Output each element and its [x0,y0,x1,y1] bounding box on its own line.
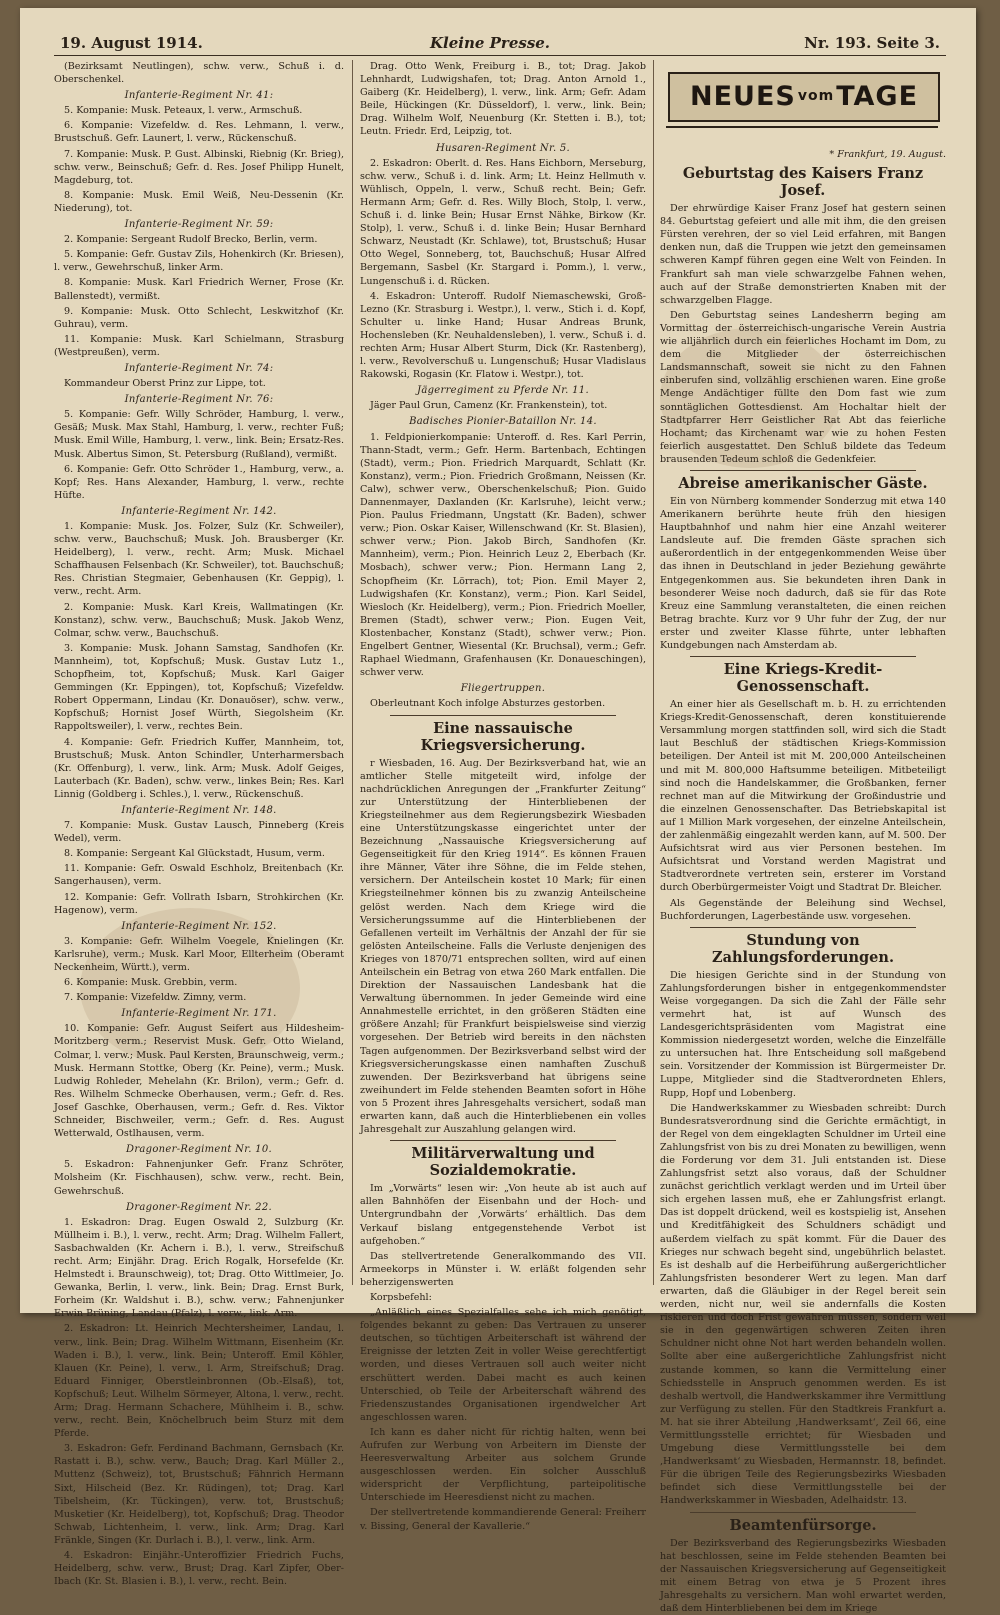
section-heading: Infanterie-Regiment Nr. 59: [124,219,274,231]
paragraph: 5. Eskadron: Fahnenjunker Gefr. Franz Schröter, Molsheim (Kr. Fischhausen), schw. verw., recht. Bein, Gewehrschuß. [54,1159,344,1197]
paragraph: 4. Eskadron: Unteroff. Rudolf Niemaschewski, Groß-Lezno (Kr. Strasburg i. Westpr.), l. verw., Stich i. d. Kopf, Schulter u. linke Hand; Husar Andreas Brunk, Hochensleben (Kr. Neuhaldensleben), l. verw., Schuß i. d. rechten Arm; Husar Albert Sturm, Dick (Kr. Rastenberg), l. verw., Revolverschuß u. Lungenschuß; Husar Vladislaus Rakowski, Rogasin (Kr. Flatow i. Westpr.), tot. [360,290,646,381]
article-separator [690,927,916,928]
column-intro: (Bezirksamt Neutlingen), schw. verw., Schuß i. d. Oberschenkel. [54,61,344,86]
paragraph: 3. Kompanie: Musk. Johann Samstag, Sandhofen (Kr. Mannheim), tot, Kopfschuß; Musk. Gustav Lutz 1., Schopfheim, tot, Kopfschuß; Musk. Karl Gaiger Gemmingen (Kr. Eppingen), tot, Kopfschuß; Vizefeldw. Robert Oppermann, Lindau (Kr. Donauöser), schw. verw., Kopfschuß; Hornist Josef Würth, Siegolsheim (Kr. Rappoltsweiler), l. verw., rechtes Bein. [54,642,344,733]
paragraph: Jäger Paul Grun, Camenz (Kr. Frankenstein), tot. [370,400,608,412]
paragraph: r Wiesbaden, 16. Aug. Der Bezirksverband hat, wie an amtlicher Stelle mitgeteilt wird, infolge der nachdrücklichen Anregungen der „Frankfurter Zeitung“ zur Unterstützung der Hinterbliebenen der Kriegsteilnehmer aus dem Regierungsbezirk Wiesbaden eine Unterstützungskasse eingerichtet unter der Bezeichnung „Nassauische Kriegsversicherung auf Gegenseitigkeit für den Krieg 1914“. Es können Frauen ihre Männer, Väter ihre Söhne, die im Felde stehen, versichern. Der Anteilschein kostet 10 Mark; für einen Kriegsteilnehmer können bis zu zwanzig Anteilscheine gelöst werden. Nach dem Kriege wird die Versicherungssumme auf die Hinterbliebenen der Gefallenen verteilt im Verhältnis der Anzahl der für sie gelösten Anteilscheine. Falls die Verluste denjenigen des Krieges von 1870/71 entsprechen sollten, wird auf einen Anteilschein ein Betrag von etwa 260 Mark entfallen. Die Direktion der Nassauischen Landesbank hat die Verwaltung übernommen. In jeder Gemeinde wird eine Annahmestelle errichtet, in den größeren Städten eine größere Anzahl; für Frankfurt beispielsweise sind vierzig vorgesehen. Der Betrieb wird bereits in den nächsten Tagen aufgenommen. Der Bezirksverband selbst wird der Kriegsversicherungskasse einen namhaften Zuschuß zuwenden. Der Bezirksverband hat übrigens seine zweihundert im Felde stehenden Beamten sofort in Höhe von 5 Prozent ihres Jahresgehalts versichert, sodaß man erwarten kann, daß auch die Hinterbliebenen ein volles Jahresgehalt zur Auszahlung gelangen wird. [360,757,646,1136]
column-intro: Drag. Otto Wenk, Freiburg i. B., tot; Drag. Jakob Lehnhardt, Ludwigshafen, tot; Drag. Anton Arnold 1., Gaiberg (Kr. Heidelberg), l. verw., link. Arm; Gefr. Adam Beile, Hückingen (Kr. Düsseldorf), l. verw., link. Bein; Drag. Wilhelm Wolf, Neuenburg (Kr. Stetten i. B.), tot; Leutn. Friedr. Erd, Leipzig, tot. [360,61,646,138]
paper-name: Kleine Presse. [430,34,551,52]
page-header [60,34,940,56]
paragraph: Das stellvertretende Generalkommando des VII. Armeekorps in Münster i. W. erläßt folgenden sehr beherzigenswerten [360,1250,646,1288]
column-3 [660,60,946,1614]
article-title: Abreise amerikanischer Gäste. [678,474,928,492]
paragraph: An einer hier als Gesellschaft m. b. H. zu errichtenden Kriegs-Kredit-Genossenschaft, deren konstituierende Versammlung morgen stattfinden soll, wird sich die Stadt laut Beschluß der städtischen Kriegs-Kommission beteiligen. Der Anteil ist mit M. 200,000 Anteilscheinen und mit M. 800,000 Haftsumme beteiligen. Mitbeteiligt sind noch die Handelskammer, die Großbanken, ferner rechnet man auf die Mitwirkung der Großindustrie und die einzelnen Genossenschafter. Das Betriebskapital ist auf 1 Million Mark vorgesehen, der einzelne Anteilschein, der zahlenmäßig eingezahlt werden kann, auf M. 500. Der Aufsichtsrat wird aus vier Personen bestehen. Im Aufsichtsrat und Vorstand werden Magistrat und Stadtverordnete vertreten sein, ersterer im Vorstand durch Oberbürgermeister Voigt und Stadtrat Dr. Bleicher. [660,699,946,894]
section-heading: Badisches Pionier-Bataillon Nr. 14. [409,416,597,428]
article-title: Eine Kriegs-Kredit-Genossenschaft. [723,661,883,696]
article-separator [390,715,616,716]
dateline: * Frankfurt, 19. August. [829,149,946,160]
article-body [660,495,946,652]
paragraph: 6. Kompanie: Vizefeldw. d. Res. Lehmann, l. verw., Brustschuß. Gefr. Launert, l. verw., Rückenschuß. [54,120,344,145]
paragraph: Die hiesigen Gerichte sind in der Stundung von Zahlungsforderungen bisher in entgegenkommendster Weise vorgegangen. Da sich die Zahl der Fälle sehr vermehrt hat, ist auf Wunsch des Landesgerichtspräsidenten vom Magistrat eine Kommission niedergesetzt worden, welche die Einzelfälle zu untersuchen hat. Ihre Entscheidung soll maßgebend sein. Vorsitzender der Kommission ist Bürgermeister Dr. Luppe, Mitglieder sind die Stadtverordneten Ehlers, Rupp, Hopf und Lobenberg. [660,969,946,1099]
paragraph: Oberleutnant Koch infolge Absturzes gestorben. [370,698,606,710]
article-body [660,969,946,1508]
article-body [660,1537,946,1615]
paragraph: 8. Kompanie: Musk. Emil Weiß, Neu-Dessenin (Kr. Niederung), tot. [54,189,344,214]
paragraph: 5. Kompanie: Gefr. Willy Schröder, Hamburg, l. verw., Gesäß; Musk. Max Stahl, Hamburg, l. verw., rechter Fuß; Musk. Emil Wille, Hamburg, l. verw., link. Bein; Ersatz-Res. Musk. Albertus Simon, St. Petersburg (Rußland), vermißt. [54,409,344,460]
paragraph: Korpsbefehl: [370,1291,432,1303]
masthead-rule [666,126,938,128]
paragraph: 6. Kompanie: Gefr. Otto Schröder 1., Hamburg, verw., a. Kopf; Res. Hans Alexander, Hamburg, l. verw., rechte Hüfte. [54,463,344,501]
paragraph: 1. Kompanie: Musk. Jos. Folzer, Sulz (Kr. Schweiler), schw. verw., Bauchschuß; Musk. Joh. Brausberger (Kr. Heidelberg), l. verw., recht. Arm; Musk. Michael Schaffhausen Felsenbach (Kr. Schweiler), tot. Bauchschuß; Res. Christian Stegmaier, Gebenhausen (Kr. Geppig), l. verw., recht. Arm. [54,521,344,598]
section-heading: Infanterie-Regiment Nr. 171. [121,1008,277,1020]
paragraph: 8. Kompanie: Musk. Karl Friedrich Werner, Frose (Kr. Ballenstedt), vermißt. [54,277,344,302]
column-1 [54,60,344,1588]
article-separator [390,1140,616,1141]
paragraph: 2. Eskadron: Oberlt. d. Res. Hans Eichborn, Merseburg, schw. verw., Schuß i. d. link. Arm; Lt. Heinz Hellmuth v. Wühlisch, Oppeln, l. verw., Schuß recht. Bein; Gefr. Hermann Arm; Gefr. d. Res. Willy Bloch, Stolp, l. verw., Schuß i. d. linke Bein; Husar Ernst Nähke, Birkow (Kr. Stolp), l. verw., Schuß i. d. linke Bein; Husar Bernhard Schwarz, Neustadt (Kr. Schlawe), tot, Brustschuß; Husar Otto Wegel, Sonneberg, tot, Bauchschuß; Husar Alfred Bergemann, Sasbel (Kr. Stargard i. Pomm.), l. verw., Lungenschuß i. d. Rücken. [360,157,646,287]
article-title: Beamtenfürsorge. [729,1516,877,1534]
section-heading: Husaren-Regiment Nr. 5. [435,142,571,154]
column-divider [352,60,353,1285]
article-title: Eine nassauische Kriegsversicherung. [420,719,586,754]
column-divider [653,60,654,1285]
article-body [360,1182,646,1532]
paragraph: 7. Kompanie: Musk. Gustav Lausch, Pinneberg (Kreis Wedel), verm. [54,820,344,845]
paragraph: Als Gegenstände der Beleihung sind Wechsel, Buchforderungen, Lagerbestände usw. vorgesehen. [660,897,946,922]
paragraph: 1. Eskadron: Drag. Eugen Oswald 2, Sulzburg (Kr. Müllheim i. B.), l. verw., recht. Arm; Drag. Wilhelm Fallert, Sasbachwalden (Kr. Achern i. B.), l. verw., Streifschuß recht. Arm; Einjähr. Drag. Erich Rogalk, Horsefelde (Kr. Helmstedt i. Braunschweig), tot; Drag. Otto Wittlmeier, Jo. Gewanka, Berlin, l. verw., link. Bein; Drag. Ernst Burk, Forheim (Kr. Waldshut i. B.), schw. verw.; Fahnenjunker Erwin Brüning, Landau (Pfalz), l. verw., link. Arm. [54,1216,344,1320]
section-heading: Jägerregiment zu Pferde Nr. 11. [417,385,589,397]
paragraph: Ein von Nürnberg kommender Sonderzug mit etwa 140 Amerikanern berührte heute früh den hiesigen Hauptbahnhof und nahm hier eine Anzahl weiterer Landsleute auf. Die fremden Gäste sprachen sich außerordentlich in der entgegenkommenden Weise über das ihnen in Deutschland in jeder Beziehung gewährte Entgegenkommen aus. Sie bekundeten ihren Dank in besonderer Weise noch dadurch, daß sie für das Rote Kreuz eine Sammlung veranstalteten, die einen reichen Betrag brachte. Kurz vor 9 Uhr fuhr der Zug, der nur erster und zweiter Klasse führte, unter lebhaften Kundgebungen nach Amsterdam ab. [660,495,946,651]
paragraph: Ich kann es daher nicht für richtig halten, wenn bei Aufrufen zur Werbung von Arbeitern im Dienste der Heeresverwaltung Arbeiter aus solchem Grunde ausgeschlossen werden. Ein solcher Ausschluß widerspricht der Verpflichtung, parteipolitische Unterschiede im Heeresdienst nicht zu machen. [360,1426,646,1504]
article-body [360,757,646,1137]
paragraph: 4. Kompanie: Gefr. Friedrich Kuffer, Mannheim, tot, Brustschuß; Musk. Anton Schindler, Unterharmersbach (Kr. Offenburg), l. verw., link. Arm; Musk. Adolf Geiges, Lauterbach (Kr. Baden), schw. verw., linkes Bein; Res. Karl Linnig (Goldberg i. Schles.), l. verw., Rückenschuß. [54,736,344,800]
paragraph: Kommandeur Oberst Prinz zur Lippe, tot. [64,378,266,390]
column-1-sections [54,89,344,1588]
section-heading: Infanterie-Regiment Nr. 148. [121,804,277,816]
issue-number: Nr. 193. Seite 3. [804,34,940,52]
paragraph: 5. Kompanie: Musk. Peteaux, l. verw., Armschuß. [64,105,303,117]
paragraph: Den Geburtstag seines Landesherrn beging am Vormittag der österreichisch-ungarische Verein Austria wie alljährlich durch ein feierliches Hochamt im Dom, zu dem die Mitglieder der österreichischen Landsmannschaft, soweit sie nicht zu den Fahnen einberufen sind, vollzählig erschienen waren. Eine große Menge Andächtiger füllte den Dom fast wie zum sonntäglichen Gottesdienst. Am Hochaltar hielt der Stadtpfarrer Herr Geistlicher Rat Abt das feierliche Hochamt; das Kirchenamt war wie zu hohen Festen feierlich ausgestattet. Den Schluß bildete das Tedeum brausenden Tedeum schloß die Gedenkfeier. [660,309,946,465]
section-heading: Infanterie-Regiment Nr. 76: [124,394,274,406]
section-heading: Infanterie-Regiment Nr. 142. [121,505,277,517]
paragraph: Die Handwerkskammer zu Wiesbaden schreibt: Durch Bundesratsverordnung sind die Gerichte ermächtigt, in der Regel von dem eingeklagten Schuldner im Urteil eine Zahlungsfrist von bis zu drei Monaten zu bewilligen, wenn die Forderung vor dem 31. Juli entstanden ist. Diese Zahlungsfrist setzt also voraus, daß der Schuldner zunächst gerichtlich verklagt werden und im Urteil über sich ergehen lassen muß, ehe er Zahlungsfrist erlangt. Das ist doppelt drückend, weil es kostspielig ist, Ansehen und Kreditfähigkeit des Schuldners schädigt und außerdem vielfach zu spät kommt. Für die Dauer des Krieges nur schwach begeht sind, ungebührlich belastet. Es ist deshalb auf die Herbeiführung außergerichtlicher Zahlungsfristen besonderer Wert zu legen. Man darf erwarten, daß die Gläubiger in der Regel bereit sein werden, nicht nur, weil sie andernfalls die Kosten riskieren und doch Frist gewähren müssen, sondern weil sie in den gegenwärtigen schweren Zeiten ihren Schuldner nicht ohne Not hart werden behandeln wollen. Sollte aber eine außergerichtliche Zahlungsfrist nicht zustande kommen, so kann die Vermittelung einer Schiedsstelle in Anspruch genommen werden. Es ist deshalb wertvoll, die Handwerkskammer ihre Vermittlung zur Verfügung zu stellen. Für den Stadtkreis Frankfurt a. M. hat sie ihrer Abteilung ‚Handwerksamt‘, Zeil 66, eine Vermittlungsstelle errichtet; für Wiesbaden und Umgebung diese Vermittlungsstelle bei dem ‚Handwerksamt‘ zu Wiesbaden, Hermannstr. 18, befindet. Für die übrigen Teile des Regierungsbezirks Wiesbaden befindet sich diese Vermittlungsstelle bei der Handwerkskammer in Wiesbaden, Adelhaidstr. 13. [660,1102,946,1507]
neues-vom-tage-logo: NEUES vom TAGE [668,72,940,122]
issue-date: 19. August 1914. [60,34,203,52]
section-heading: Fliegertruppen. [460,683,546,695]
section-heading: Dragoner-Regiment Nr. 10. [126,1144,272,1156]
article-separator [690,656,916,657]
section-heading: Dragoner-Regiment Nr. 22. [126,1201,272,1213]
paragraph: 3. Kompanie: Gefr. Wilhelm Voegele, Knielingen (Kr. Karlsruhe), verm.; Musk. Karl Moor, Ellterheim (Oberamt Neckenheim, Württ.), verm. [54,935,344,973]
paragraph: 4. Eskadron: Einjähr.-Unteroffizier Friedrich Fuchs, Heidelberg, schw. verw., Brust; Drag. Karl Zipfer, Ober-Ibach (Kr. St. Blasien i. B.), l. verw., recht. Bein. [54,1550,344,1588]
paragraph: 7. Kompanie: Vizefeldw. Zimny, verm. [64,992,247,1004]
paragraph: 10. Kompanie: Gefr. August Seifert aus Hildesheim-Moritzberg verm.; Reservist Musk. Gefr. Otto Wieland, Colmar, l. verw.; Musk. Paul Kersten, Braunschweig, verm.; Musk. Hermann Stottke, Oberg (Kr. Peine), verm.; Musk. Ludwig Rohleder, Mehelahn (Kr. Brilon), verm.; Gefr. d. Res. Wilhelm Schmecke Oberhausen, verm.; Gefr. d. Res. Josef Gaschke, Oberhausen, verm.; Gefr. d. Res. Viktor Schneider, Bischweiler, verm.; Gefr. d. Res. August Wetterwald, Ostlhausen, verm. [54,1023,344,1140]
article-body [660,202,946,466]
column-2 [360,60,646,1532]
paragraph: 8. Kompanie: Sergeant Kal Glückstadt, Husum, verm. [64,848,325,860]
paragraph: Der ehrwürdige Kaiser Franz Josef hat gestern seinen 84. Geburtstag gefeiert und alle mit ihm, die den greisen Fürsten verehren, der so viel Leid erfahren, mit Bangen denken nun, daß die Truppen wie jetzt den gemeinsamen schweren Kampf führen gegen eine Welt von Feinden. In Frankfurt sah man viele schwarzgelbe Fahnen wehen, auch auf der Straße demonstrierten Knaben mit der schwarzgelben Flagge. [660,203,946,306]
paragraph: 3. Eskadron: Gefr. Ferdinand Bachmann, Gernsbach (Kr. Rastatt i. B.), schw. verw., Bauch; Drag. Karl Müller 2., Muttenz (Schweiz), tot, Brustschuß; Fähnrich Hermann Sixt, Hilscheid (Bez. Kr. Rüdingen), tot; Drag. Karl Tibelsheim, (Kr. Tückingen), verw. tot, Brustschuß; Musketier (Kr. Heidelberg), tot, Kopfschuß; Drag. Theodor Schwab, Lichtenheim, l. verw., link. Arm; Drag. Karl Fränkle, Singen (Kr. Durlach i. B.), l. verw., link. Arm. [54,1443,344,1546]
paragraph: 6. Kompanie: Musk. Grebbin, verm. [64,977,238,989]
paragraph: 2. Kompanie: Musk. Karl Kreis, Wallmatingen (Kr. Konstanz), schw. verw., Bauchschuß; Musk. Jakob Wenz, Colmar, schw. verw., Bauchschuß. [54,601,344,639]
column-2-sections [360,142,646,711]
paragraph: 11. Kompanie: Gefr. Oswald Eschholz, Breitenbach (Kr. Sangerhausen), verm. [54,863,344,888]
paragraph: 12. Kompanie: Gefr. Vollrath Isbarn, Strohkirchen (Kr. Hagenow), verm. [54,891,344,916]
paragraph: „Anläßlich eines Spezialfalles sehe ich mich genötigt, folgendes bekannt zu geben: Das Vertrauen zu unserer deutschen, so tüchtigen Arbeiterschaft ist während der Ereignisse der letzten Zeit in voller Weise gerechtfertigt worden, und dieses Vertrauen soll auch weiter nicht erschüttert werden. Dabei macht es auch keinen Unterschied, ob Teile der Arbeiterschaft während des Friedenszustandes Organisationen irgendwelcher Art angeschlossen waren. [360,1307,646,1423]
section-masthead [660,60,946,144]
header-rule [54,55,946,56]
paragraph: 2. Eskadron: Lt. Heinrich Mechtersheimer, Landau, l. verw., link. Bein; Drag. Wilhelm Wittmann, Eisenheim (Kr. Waden i. B.), l. verw., link. Bein; Unteroff. Emil Köhler, Klauen (Kr. Peine), l. verw., l. Arm, Streifschuß; Drag. Eduard Finniger, Oberstleinbronnen (Ob.-Elsaß), tot, Kopfschuß; Leut. Wilhelm Sörmeyer, Altona, l. verw., recht. Arm; Drag. Hermann Schachere, Mühlheim i. B., schw. verw., recht. Bein, Knöchelbruch beim Sturz mit dem Pferde. [54,1323,344,1440]
article-separator [690,1512,916,1513]
newspaper-page [20,8,976,1614]
section-heading: Infanterie-Regiment Nr. 41: [124,90,274,102]
section-heading: Infanterie-Regiment Nr. 152. [121,920,277,932]
paragraph: 1. Feldpionierkompanie: Unteroff. d. Res. Karl Perrin, Thann-Stadt, verm.; Gefr. Herm. Bartenbach, Echtingen (Stadt), verm.; Pion. Friedrich Marquardt, Schlatt (Kr. Konstanz), verm.; Pion. Friedrich Großmann, Neissen (Kr. Calw), schwer verw., Oberschenkelschuß; Pion. Guido Dannenmayer, Daxlanden (Kr. Karlsruhe), leicht verw.; Pion. Paulus Friedmann, Ungstatt (Kr. Baden), schwer verw.; Pion. Oskar Kaiser, Willenschwand (Kr. St. Blasien), schwer verw.; Pion. Jakob Birch, Sandhofen (Kr. Mannheim), verm.; Pion. Heinrich Leuz 2, Eberbach (Kr. Mosbach), schwer verw.; Pion. Hermann Lang 2, Schopfheim (Kr. Lörrach), tot; Pion. Emil Mayer 2, Ludwigshafen (Kr. Konstanz), verm.; Pion. Karl Seidel, Wiesloch (Kr. Heidelberg), verm.; Pion. Friedrich Moeller, Bremen (Stadt), schwer verw.; Pion. Eugen Veit, Klostenbacher, Konstanz (Stadt), schwer verw.; Pion. Engelbert Gentner, Wiesental (Kr. Bruchsal), verm.; Gefr. Raphael Wiedmann, Grafenhausen (Kr. Donaueschingen), schwer verw. [360,431,646,679]
paragraph: Der Bezirksverband des Regierungsbezirks Wiesbaden hat beschlossen, seine im Felde stehenden Beamten bei der Nassauischen Kriegsversicherung auf Gegenseitigkeit mit einem Betrag von etwa je 5 Prozent ihres Jahresgehalts zu versichern. Man wohl erwartet werden, daß dem Hinterbliebenen bei dem im Kriege [660,1537,946,1614]
paragraph: 5. Kompanie: Gefr. Gustav Zils, Hohenkirch (Kr. Briesen), l. verw., Gewehrschuß, linker Arm. [54,249,344,274]
paragraph: 7. Kompanie: Musk. P. Gust. Albinski, Riebnig (Kr. Brieg), schw. verw., Beinschuß; Gefr. d. Res. Josef Philipp Hunelt, Magdeburg, tot. [54,148,344,186]
paragraph: 9. Kompanie: Musk. Otto Schlecht, Leskwitzhof (Kr. Guhrau), verm. [54,305,344,330]
article-title: Stundung von Zahlungsforderungen. [711,931,894,966]
article-body [660,698,946,923]
paragraph: 2. Kompanie: Sergeant Rudolf Brecko, Berlin, verm. [64,234,318,246]
paragraph: Im „Vorwärts“ lesen wir: „Von heute ab ist auch auf allen Bahnhöfen der Eisenbahn und der Hoch- und Untergrundbahn der ‚Vorwärts‘ erhältlich. Das dem Verkauf bislang entgegenstehende Verbot ist aufgehoben.“ [360,1183,646,1247]
article-title: Militärverwaltung und Sozialdemokratie. [411,1145,595,1180]
section-heading: Infanterie-Regiment Nr. 74: [124,362,274,374]
paragraph: 11. Kompanie: Musk. Karl Schielmann, Strasburg (Westpreußen), verm. [54,333,344,358]
article-title: Geburtstag des Kaisers Franz Josef. [682,165,924,200]
article-separator [690,470,916,471]
paragraph: Der stellvertretende kommandierende General: Freiherr v. Bissing, General der Kavallerie.“ [360,1507,646,1532]
